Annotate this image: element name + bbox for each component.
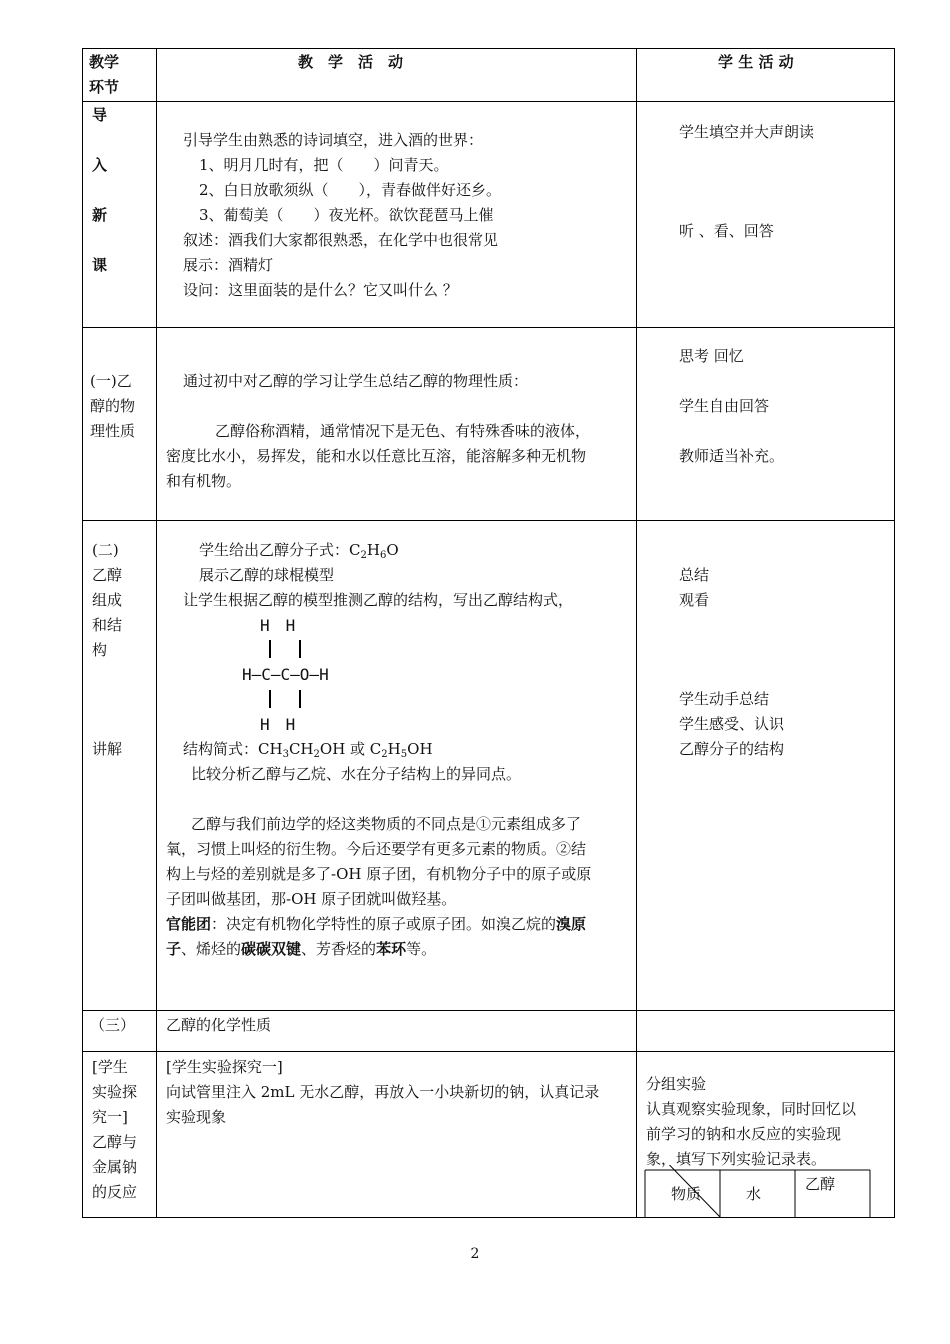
row-divider-structure	[82, 1010, 895, 1011]
table-border-right	[894, 48, 895, 1218]
header-student-activity: 学 生 活 动	[718, 53, 794, 71]
structural-formula-top-hydrogens: H H	[260, 616, 296, 635]
molecular-formula-line: 学生给出乙醇分子式：$C_2H_6O$	[199, 541, 399, 561]
experiment-student-line: 认真观察实验现象，同时回忆以	[646, 1100, 857, 1118]
physical-teaching-line: 和有机物。	[166, 472, 242, 490]
functional-group-line: 子、烯烃的碳碳双键、芳香烃的苯环等。	[166, 940, 437, 958]
physical-label-line: (一)乙	[90, 372, 132, 390]
structure-label-explain: 讲解	[92, 740, 123, 758]
structure-label-line: (二)	[92, 541, 119, 559]
row-divider-physical	[82, 520, 895, 521]
structure-student-line: 学生感受、认识	[679, 715, 785, 733]
page-number: 2	[470, 1246, 480, 1262]
structural-formula-bottom-hydrogens: H H	[260, 715, 296, 734]
intro-label-char: 新	[92, 206, 108, 224]
physical-student-line: 思考 回忆	[679, 347, 744, 365]
intro-label-char: 导	[92, 106, 108, 124]
chemical-label: （三）	[90, 1016, 136, 1034]
table-border-left	[82, 48, 83, 1218]
experiment-label-line: 金属钠	[92, 1158, 138, 1176]
intro-student-line: 学生填空并大声朗读	[679, 123, 815, 141]
ball-stick-model-line: 展示乙醇的球棍模型	[199, 566, 335, 584]
bond-c1-top	[269, 640, 271, 658]
physical-label-line: 醇的物	[90, 397, 136, 415]
structure-student-line: 总结	[679, 566, 710, 584]
chemical-teaching: 乙醇的化学性质	[166, 1016, 272, 1034]
physical-teaching-line: 通过初中对乙醇的学习让学生总结乙醇的物理性质：	[183, 372, 529, 390]
explanation-line: 氧，习惯上叫烃的衍生物。今后还要学有更多元素的物质。②结	[166, 840, 587, 858]
row-divider-chemical	[82, 1051, 895, 1052]
physical-teaching-line: 密度比水小，易挥发，能和水以任意比互溶，能溶解多种无机物	[166, 447, 587, 465]
experiment-label-line: 究一]	[92, 1108, 128, 1126]
header-col1-line2: 环节	[89, 78, 120, 96]
structure-student-line: 学生动手总结	[679, 690, 770, 708]
intro-teaching-line: 设问：这里面装的是什么？它又叫什么 ？	[183, 281, 458, 299]
condensed-formula-line: 结构简式：$CH_3CH_2OH$ 或 $C_2H_5OH$	[183, 740, 433, 760]
column-divider-2	[636, 48, 637, 1218]
experiment-label-line: [学生	[92, 1058, 128, 1076]
intro-teaching-line: 1、明月几时有，把（ ）问青天。	[199, 156, 449, 174]
bond-c2-bottom	[299, 690, 301, 708]
intro-teaching-line: 2、白日放歌须纵（ ），青春做伴好还乡。	[199, 181, 502, 199]
intro-label-char: 课	[92, 256, 108, 274]
column-divider-1	[156, 48, 157, 1218]
experiment-student-line: 象，填写下列实验记录表。	[646, 1150, 827, 1168]
record-table-col-ethanol: 乙醇	[805, 1175, 836, 1193]
header-teaching-activity: 教 学 活 动	[298, 53, 404, 71]
experiment-teaching-line: 实验现象	[166, 1108, 227, 1126]
physical-student-line: 学生自由回答	[679, 397, 770, 415]
experiment-label-line: 乙醇与	[92, 1133, 138, 1151]
record-table-corner-label: 物质	[671, 1185, 702, 1203]
explanation-line: 构上与烃的差别就是多了-OH 原子团，有机物分子中的原子或原	[166, 865, 592, 883]
structural-formula-main-chain: H—C—C—O—H	[242, 665, 329, 684]
structure-label-line: 和结	[92, 616, 123, 634]
header-col1-line1: 教学	[89, 53, 120, 71]
experiment-teaching-line: 向试管里注入 2mL 无水乙醇，再放入一小块新切的钠，认真记录	[166, 1083, 600, 1101]
intro-teaching-line: 3、葡萄美（ ）夜光杯。欲饮琵琶马上催	[199, 206, 494, 224]
bond-c1-bottom	[269, 690, 271, 708]
intro-label-char: 入	[92, 156, 108, 174]
physical-student-line: 教师适当补充。	[679, 447, 785, 465]
infer-structure-line: 让学生根据乙醇的模型推测乙醇的结构，写出乙醇结构式，	[183, 591, 574, 609]
experiment-student-line: 前学习的钠和水反应的实验现	[646, 1125, 842, 1143]
structure-label-line: 乙醇	[92, 566, 123, 584]
intro-teaching-line: 引导学生由熟悉的诗词填空，进入酒的世界：	[183, 131, 484, 149]
record-table-col-water: 水	[746, 1185, 762, 1203]
explanation-line: 子团叫做基团，那-OH 原子团就叫做羟基。	[166, 890, 457, 908]
experiment-label-line: 的反应	[92, 1183, 138, 1201]
experiment-teaching-line: [学生实验探究一]	[166, 1058, 283, 1076]
structure-student-line: 乙醇分子的结构	[679, 740, 785, 758]
compare-line: 比较分析乙醇与乙烷、水在分子结构上的异同点。	[191, 765, 522, 783]
row-divider-intro	[82, 327, 895, 328]
structure-label-line: 组成	[92, 591, 123, 609]
experiment-student-line: 分组实验	[646, 1075, 707, 1093]
structure-label-line: 构	[92, 641, 108, 659]
intro-student-line: 听 、看、回答	[679, 222, 774, 240]
explanation-line: 乙醇与我们前边学的烃这类物质的不同点是①元素组成多了	[191, 815, 582, 833]
physical-teaching-line: 乙醇俗称酒精，通常情况下是无色、有特殊香味的液体，	[215, 422, 591, 440]
functional-group-line: 官能团：决定有机物化学特性的原子或原子团。如溴乙烷的溴原	[166, 915, 587, 933]
row-divider-header	[82, 101, 895, 102]
structure-student-line: 观看	[679, 591, 710, 609]
physical-label-line: 理性质	[90, 422, 136, 440]
intro-teaching-line: 叙述：酒我们大家都很熟悉，在化学中也很常见	[183, 231, 499, 249]
experiment-label-line: 实验探	[92, 1083, 138, 1101]
table-border-top	[82, 48, 895, 49]
bond-c2-top	[299, 640, 301, 658]
intro-teaching-line: 展示：酒精灯	[183, 256, 274, 274]
